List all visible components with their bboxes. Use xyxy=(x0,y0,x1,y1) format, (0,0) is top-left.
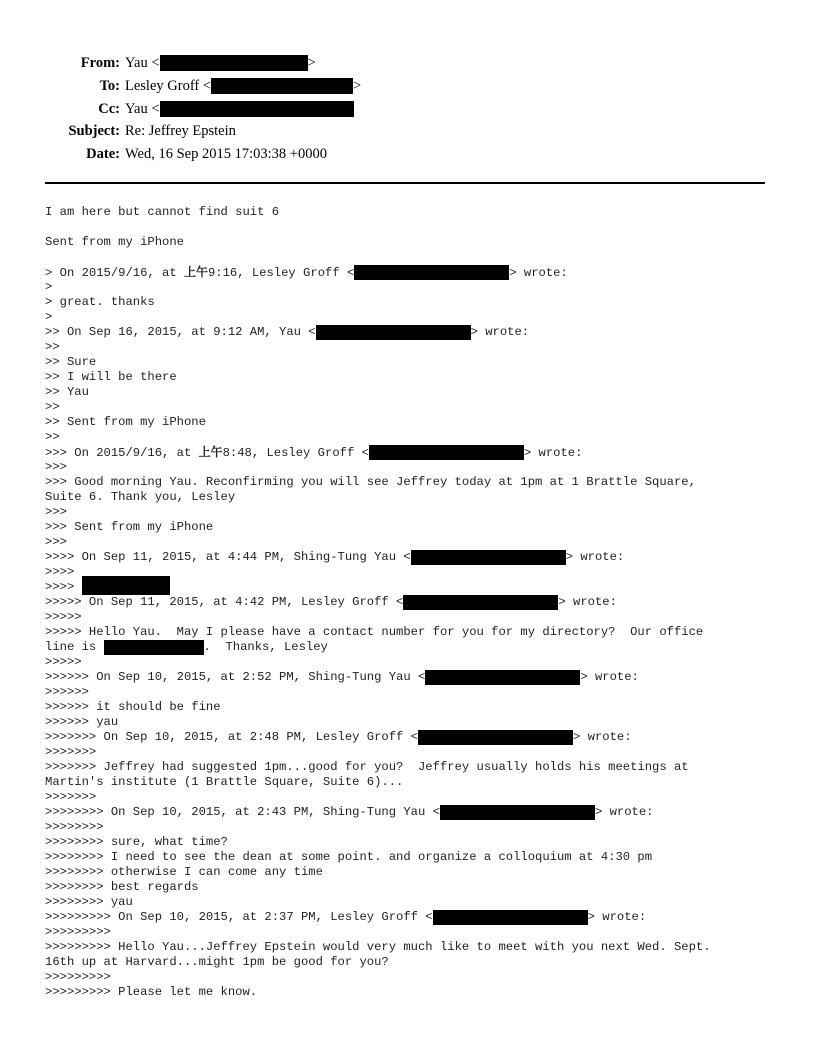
body-line: >>>>>>>>> Hello Yau...Jeffrey Epstein would very much like to meet with you next Wed. Sept. xyxy=(45,940,711,954)
redaction-box xyxy=(211,78,353,94)
to-value xyxy=(125,75,361,98)
redaction-box xyxy=(160,101,354,117)
quote-text: > wrote: xyxy=(523,446,583,460)
to-label: To: xyxy=(99,77,120,94)
quote-text: > wrote: xyxy=(594,805,654,819)
quote-header xyxy=(45,265,770,280)
quote-line xyxy=(45,580,770,595)
body-line: Sent from my iPhone xyxy=(45,235,184,249)
quote-text: > wrote: xyxy=(509,266,568,280)
body-line: >>>>> xyxy=(45,655,82,669)
body-line: >> Sent from my iPhone xyxy=(45,415,206,429)
body-line: >>> xyxy=(45,535,67,549)
body-line: >>>>>>>>> xyxy=(45,970,111,984)
quote-header xyxy=(45,595,770,610)
quote-text: >>>>>> On Sep 10, 2015, at 2:52 PM, Shing-Tung Yau < xyxy=(45,670,426,684)
body-line: >>>> xyxy=(45,565,75,579)
redaction-box xyxy=(418,730,573,745)
redaction-box xyxy=(411,550,566,565)
body-line: >> I will be there xyxy=(45,370,177,384)
body-line: >>> Sent from my iPhone xyxy=(45,520,214,534)
email-body xyxy=(45,205,770,1000)
quote-text: > On 2015/9/16, at xyxy=(45,266,184,280)
body-line: >>>>>>>> sure, what time? xyxy=(45,835,228,849)
quote-text: > wrote: xyxy=(573,730,632,744)
redaction-box xyxy=(369,445,524,460)
to-row xyxy=(40,75,361,98)
body-line: 16th up at Harvard...might 1pm be good for you? xyxy=(45,955,389,969)
quote-text: 8:48, Lesley Groff < xyxy=(222,446,369,460)
redaction-box xyxy=(403,595,558,610)
quote-header xyxy=(45,805,770,820)
subject-value: Re: Jeffrey Epstein xyxy=(125,123,236,140)
body-line: >> Yau xyxy=(45,385,89,399)
body-line: >> Sure xyxy=(45,355,97,369)
body-line: I am here but cannot find suit 6 xyxy=(45,205,280,219)
email-header xyxy=(40,52,361,166)
quote-text: > wrote: xyxy=(565,550,625,564)
quote-text: > wrote: xyxy=(558,595,617,609)
redaction-box xyxy=(316,325,471,340)
from-close: > xyxy=(307,55,316,71)
body-line: >>>>> Hello Yau. May I please have a contact number for you for my directory? Our office xyxy=(45,625,704,639)
body-line: >>>>>>>> xyxy=(45,820,104,834)
quote-text: > wrote: xyxy=(587,910,647,924)
body-line: >>> Good morning Yau. Reconfirming you will see Jeffrey today at 1pm at 1 Brattle Square, xyxy=(45,475,696,489)
quote-header xyxy=(45,550,770,565)
body-line: >> xyxy=(45,340,60,354)
cc-value xyxy=(125,98,354,121)
body-line: >>>>>>>>> xyxy=(45,925,111,939)
redaction-box xyxy=(425,670,580,685)
body-line: >>>>>> it should be fine xyxy=(45,700,221,714)
date-label: Date: xyxy=(86,146,120,163)
from-row xyxy=(40,52,361,75)
cc-row xyxy=(40,98,361,121)
body-line: >>>>>> yau xyxy=(45,715,119,729)
body-line: Suite 6. Thank you, Lesley xyxy=(45,490,236,504)
quote-text: 上午 xyxy=(183,265,208,279)
quote-text: > wrote: xyxy=(580,670,639,684)
header-divider xyxy=(45,182,765,184)
quote-text: >>>>> On Sep 11, 2015, at 4:42 PM, Lesley Groff < xyxy=(45,595,404,609)
redaction-box xyxy=(440,805,595,820)
to-close: > xyxy=(353,77,362,94)
from-name: Yau < xyxy=(125,55,160,71)
from-label: From: xyxy=(80,55,120,71)
quote-header xyxy=(45,670,770,685)
quote-text: >>>>>>>> On Sep 10, 2015, at 2:43 PM, Shing-Tung Yau < xyxy=(45,805,440,819)
quote-text: > wrote: xyxy=(470,325,530,339)
quote-header xyxy=(45,730,770,745)
body-line: >>>>>>>> I need to see the dean at some point. and organize a colloquium at 4:30 pm xyxy=(45,850,653,864)
quote-header xyxy=(45,445,770,460)
redaction-box xyxy=(160,55,308,71)
quote-text: line is xyxy=(45,640,104,654)
redaction-box xyxy=(104,640,204,655)
quote-text: >>>>>>> On Sep 10, 2015, at 2:48 PM, Lesley Groff < xyxy=(45,730,418,744)
body-line: >>>>> xyxy=(45,610,82,624)
body-line: > great. thanks xyxy=(45,295,155,309)
quote-text: >> On Sep 16, 2015, at 9:12 AM, Yau < xyxy=(45,325,316,339)
subject-row xyxy=(40,120,361,143)
body-line: >>>>>>> Jeffrey had suggested 1pm...good for you? Jeffrey usually holds his meetings at xyxy=(45,760,689,774)
redaction-box xyxy=(354,265,509,280)
body-line: > xyxy=(45,280,53,294)
quote-header xyxy=(45,325,770,340)
quote-text: . Thanks, Lesley xyxy=(203,640,328,654)
body-line: > xyxy=(45,310,53,324)
body-line: >>>>>>>> otherwise I can come any time xyxy=(45,865,323,879)
redaction-box xyxy=(82,576,170,595)
quote-text: 上午 xyxy=(198,445,223,459)
quote-text: >>>> On Sep 11, 2015, at 4:44 PM, Shing-Tung Yau < xyxy=(45,550,411,564)
quote-text: 9:16, Lesley Groff < xyxy=(207,266,355,280)
body-line: >>> xyxy=(45,505,67,519)
body-line: >>>>>>> xyxy=(45,745,97,759)
date-value: Wed, 16 Sep 2015 17:03:38 +0000 xyxy=(125,146,327,163)
date-row xyxy=(40,143,361,166)
body-line: >>>>>>>>> Please let me know. xyxy=(45,985,258,999)
body-line: >>> xyxy=(45,460,67,474)
body-line: >>>>>>> xyxy=(45,790,97,804)
quote-text: >>> On 2015/9/16, at xyxy=(45,446,199,460)
redaction-box xyxy=(433,910,588,925)
body-line: >> xyxy=(45,430,60,444)
quote-header xyxy=(45,910,770,925)
body-line: >>>>>>>> best regards xyxy=(45,880,199,894)
cc-label: Cc: xyxy=(98,100,120,117)
subject-label: Subject: xyxy=(68,123,120,140)
from-value xyxy=(125,52,316,75)
quote-line xyxy=(45,640,770,655)
body-line: >>>>>> xyxy=(45,685,89,699)
to-name: Lesley Groff < xyxy=(125,77,212,94)
body-line: Martin's institute (1 Brattle Square, Suite 6)... xyxy=(45,775,404,789)
cc-name: Yau < xyxy=(125,100,160,117)
quote-text: >>>>>>>>> On Sep 10, 2015, at 2:37 PM, Lesley Groff < xyxy=(45,910,433,924)
quote-text: >>>> xyxy=(45,580,82,594)
body-line: >>>>>>>> yau xyxy=(45,895,133,909)
body-line: >> xyxy=(45,400,60,414)
